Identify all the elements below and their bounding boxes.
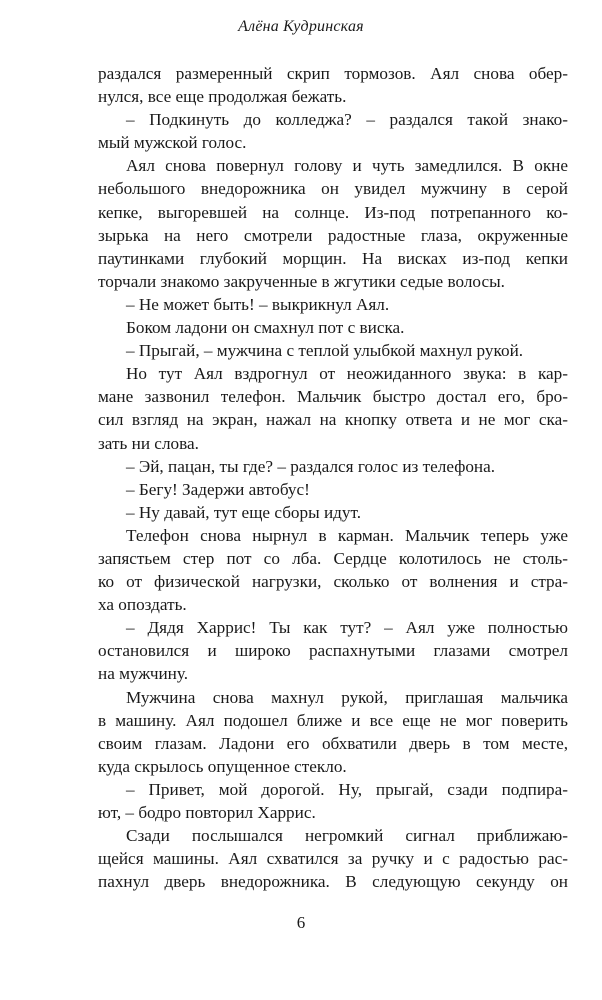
text-line: сил взгляд на экран, нажал на кнопку ответа и не мог ска- <box>98 410 568 430</box>
text-line: – Дядя Харрис! Ты как тут? – Аял уже полностью <box>126 618 568 638</box>
text-line: ха опоздать. <box>98 595 187 615</box>
text-line: щейся машины. Аял схватился за ручку и с радостью рас- <box>98 849 568 869</box>
page-number: 6 <box>296 913 306 932</box>
text-line: запястьем стер пот со лба. Сердце колотилось не столь- <box>98 548 568 568</box>
text-line: – Бегу! Задержи автобус! <box>126 479 310 499</box>
text-line: на мужчину. <box>98 664 189 684</box>
text-line: раздался размеренный скрип тормозов. Аял снова обер- <box>98 64 568 83</box>
text-line: – Эй, пацан, ты где? – раздался голос из телефона. <box>126 456 496 476</box>
text-line: зать ни слова. <box>98 433 199 453</box>
text-line: – Не может быть! – выкрикнул Аял. <box>126 294 390 314</box>
text-line: Мужчина снова махнул рукой, приглашая мальчика <box>126 687 568 707</box>
running-header-author: Алёна Кудринская <box>238 18 364 35</box>
text-line: Но тут Аял вздрогнул от неожиданного звука: в кар- <box>126 364 568 384</box>
text-line: куда скрылось опущенное стекло. <box>98 756 347 776</box>
text-line: – Прыгай, – мужчина с теплой улыбкой махнул рукой. <box>126 341 524 361</box>
text-line: мане зазвонил телефон. Мальчик быстро достал его, бро- <box>98 387 568 407</box>
text-line: ют, – бодро повторил Харрис. <box>98 803 316 822</box>
text-line: зырька на него смотрели радостные глаза, окруженные <box>98 225 568 245</box>
text-line: паутинками глубокий морщин. На висках из-под кепки <box>98 248 568 268</box>
text-line: остановился и широко распахнутыми глазами смотрел <box>98 641 568 661</box>
text-line: своим глазам. Ладони его обхватили дверь в том месте, <box>98 733 568 753</box>
text-line: ко от физической нагрузки, сколько от волнения и стра- <box>98 572 568 592</box>
text-line: – Подкинуть до колледжа? – раздался такой знако- <box>126 110 568 130</box>
text-line: Аял снова повернул голову и чуть замедлился. В окне <box>126 156 568 176</box>
text-line: небольшого внедорожника он увидел мужчину в серой <box>98 179 568 199</box>
text-line: – Привет, мой дорогой. Ну, прыгай, сзади подпира- <box>126 779 568 799</box>
text-line: Телефон снова нырнул в карман. Мальчик теперь уже <box>126 525 568 545</box>
text-line: в машину. Аял подошел ближе и все еще не мог поверить <box>98 710 568 730</box>
text-line: – Ну давай, тут еще сборы идут. <box>126 502 362 522</box>
text-line: Боком ладони он смахнул пот с виска. <box>126 318 405 338</box>
text-line: пахнул дверь внедорожника. В следующую секунду он <box>98 872 568 892</box>
text-line: нулся, все еще продолжая бежать. <box>98 87 347 107</box>
text-line: Сзади послышался негромкий сигнал приближаю- <box>126 826 568 846</box>
text-line: мый мужской голос. <box>98 133 247 153</box>
body-text <box>98 62 568 893</box>
text-line: торчали знакомо закрученные в жгутики седые волосы. <box>98 271 505 291</box>
text-line: кепке, выгоревшей на солнце. Из-под потрепанного ко- <box>98 202 568 222</box>
